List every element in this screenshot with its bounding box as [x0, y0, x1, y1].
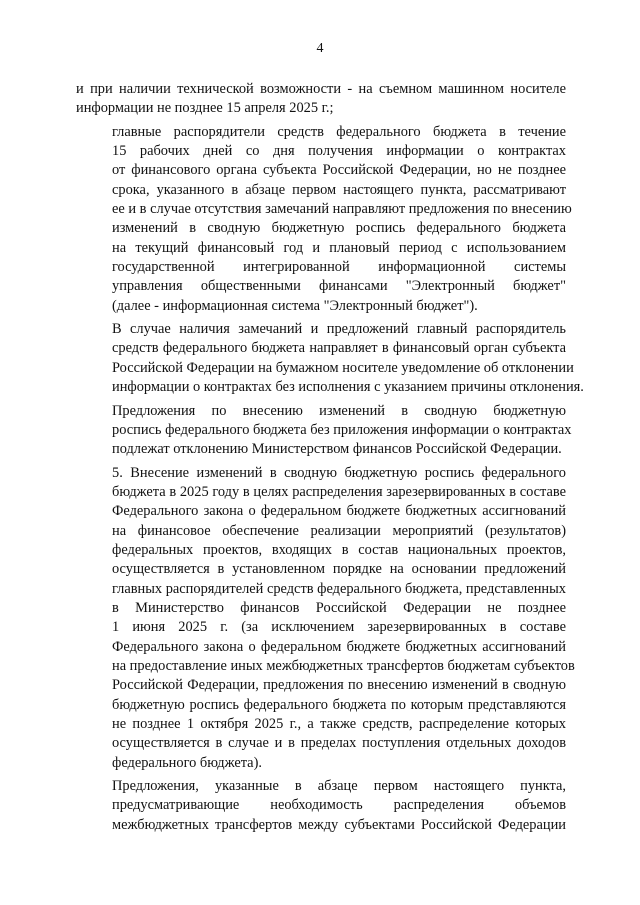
document-body — [76, 80, 584, 839]
text-line: подлежат отклонению Министерством финансов Российской Федерации. — [112, 441, 562, 458]
text-line: бюджетную роспись федерального бюджета по которым представляются — [112, 696, 566, 713]
text-line: на финансовое обеспечение реализации мероприятий (результатов) — [112, 522, 566, 539]
paragraph — [76, 320, 584, 397]
text-line: федерального бюджета). — [112, 754, 262, 771]
text-line: в Министерство финансов Российской Федерации не позднее — [112, 599, 566, 616]
text-line: предусматривающие необходимость распределения объемов — [112, 797, 566, 814]
text-line: от финансового органа субъекта Российской Федерации, но не позднее — [112, 162, 566, 179]
text-line: информации о контрактах без исполнения с указанием причины отклонения. — [112, 379, 584, 396]
text-line: на предоставление иных межбюджетных трансфертов бюджетам субъектов — [112, 657, 575, 674]
paragraph — [76, 464, 575, 774]
paragraph — [76, 777, 566, 835]
text-line: федеральных проектов, входящих в состав национальных проектов, — [112, 541, 566, 558]
text-line: 5. Внесение изменений в сводную бюджетную роспись федерального — [112, 464, 566, 481]
text-line: осуществляется в случае и в пределах поступления отдельных доходов — [112, 735, 566, 752]
text-line: бюджета в 2025 году в целях распределения зарезервированных в составе — [112, 483, 566, 500]
text-line: Федерального закона о федеральном бюджете бюджетных ассигнований — [112, 503, 566, 520]
text-line: управления общественными финансами "Электронный бюджет" — [112, 278, 566, 295]
text-line: Предложения, указанные в абзаце первом настоящего пункта, — [112, 778, 566, 795]
text-line: главных распорядителей средств федерального бюджета, представленных — [112, 580, 566, 597]
text-line: средств федерального бюджета направляет в финансовый орган субъекта — [112, 340, 566, 357]
text-line: Российской Федерации на бумажном носителе уведомление об отклонении — [112, 359, 574, 376]
text-line: 1 июня 2025 г. (за исключением зарезервированных в составе — [112, 619, 566, 636]
page-number: 4 — [316, 41, 324, 56]
text-line: 15 рабочих дней со дня получения информации о контрактах — [112, 143, 566, 160]
text-line: Федерального закона о федеральном бюджете бюджетных ассигнований — [112, 638, 566, 655]
paragraph — [76, 402, 572, 460]
text-line: срока, указанного в абзаце первом настоящего пункта, рассматривают — [112, 181, 566, 198]
text-line: В случае наличия замечаний и предложений главный распорядитель — [112, 321, 566, 338]
paragraph — [76, 123, 572, 316]
text-line: ее и в случае отсутствия замечаний направляют предложения по внесению — [112, 201, 572, 218]
text-line: изменений в сводную бюджетную роспись федерального бюджета — [112, 220, 566, 237]
text-line: на текущий финансовый год и плановый период с использованием — [112, 239, 566, 256]
text-line: Предложения по внесению изменений в сводную бюджетную — [112, 402, 566, 419]
text-line: главные распорядители средств федерального бюджета в течение — [112, 123, 566, 140]
text-line: не позднее 1 октября 2025 г., а также средств, распределение которых — [112, 716, 566, 732]
text-line: информации не позднее 15 апреля 2025 г.; — [76, 100, 334, 117]
text-line: государственной интегрированной информационной системы — [112, 259, 566, 276]
text-line: осуществляется в установленном порядке на основании предложений — [112, 561, 566, 578]
text-line: (далее - информационная система "Электронный бюджет"). — [112, 297, 478, 314]
paragraph — [76, 80, 566, 119]
text-line: роспись федерального бюджета без приложения информации о контрактах — [112, 421, 572, 438]
text-line: и при наличии технической возможности - на съемном машинном носителе — [76, 81, 566, 97]
text-line: Российской Федерации, предложения по внесению изменений в сводную — [112, 677, 566, 694]
text-line: межбюджетных трансфертов между субъектами Российской Федерации — [112, 816, 566, 833]
